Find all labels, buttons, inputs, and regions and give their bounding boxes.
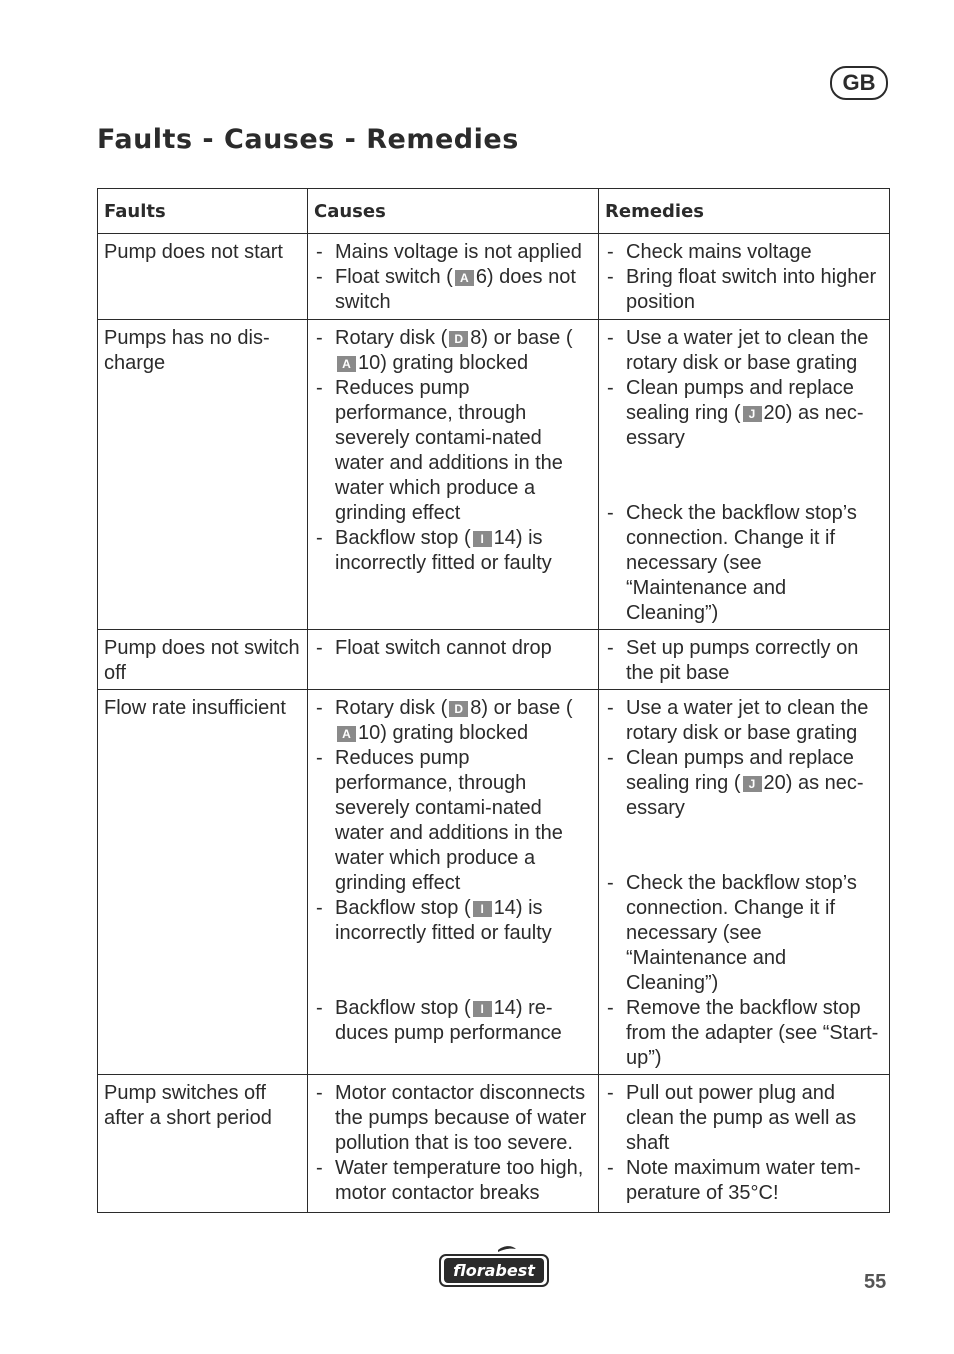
list-item-text: Bring float switch into higher position [626,266,877,313]
table-row [98,234,890,320]
list-item-text: Pull out power plug and clean the pump as well as shaft [626,1082,857,1154]
list-item-text: 20) as nec-essary [626,402,864,449]
list-item [314,326,592,376]
page-number: 55 [864,1271,887,1293]
cause-cell [308,234,599,320]
list-item-text: 8) or base ( [470,697,573,719]
list-item-text: Clean pumps and replace sealing ring ( [626,747,854,794]
remedy-list [605,1081,883,1206]
list-item-text: Set up pumps correctly on the pit base [626,637,859,684]
figure-reference-label: I [473,531,492,547]
list-item [314,896,592,946]
list-item [314,1156,592,1206]
list-item-text: Check the backflow stop’s connection. Change it if necessary (see “Maintenance and Cleaning”) [626,872,857,994]
list-item-text: Use a water jet to clean the rotary disk or base grating [626,327,869,374]
list-item [605,240,883,265]
cause-cell [308,630,599,690]
figure-reference-label: A [455,270,474,286]
list-item-text: 10) grating blocked [358,722,529,744]
table-row [98,320,890,630]
fault-cell: Pump does not switch off [98,630,308,690]
remedy-list [605,696,883,1071]
list-item [605,1156,883,1206]
list-item-text: 14) is incorrectly fitted or faulty [335,527,552,574]
list-item [314,696,592,746]
remedy-list [605,636,883,686]
florabest-logo [438,1244,550,1288]
cause-list [314,240,592,315]
list-item-text: Backflow stop ( [335,997,471,1019]
column-header-remedies: Remedies [599,189,890,234]
list-item-text: Check mains voltage [626,241,812,263]
faults-table [97,188,890,1213]
list-item [314,376,592,526]
list-item [314,746,592,896]
list-item [314,1081,592,1156]
list-item-text: Motor contactor disconnects the pumps because of water pollution that is too severe. [335,1082,587,1154]
list-item-text: Reduces pump performance, through severely contami-nated water and additions in the water which produce a grinding effect [335,377,563,524]
list-item-text: Water temperature too high, motor contactor breaks [335,1157,584,1204]
list-item [314,996,592,1046]
list-item-text: Float switch cannot drop [335,637,552,659]
remedy-list [605,240,883,315]
figure-reference-label: I [473,1001,492,1017]
list-item-text: Mains voltage is not applied [335,241,582,263]
list-item-text: 10) grating blocked [358,352,529,374]
cause-cell [308,320,599,630]
cause-cell [308,1075,599,1213]
list-item-text: 6) does not switch [335,266,576,313]
cause-list [314,1081,592,1206]
list-spacer [314,946,592,996]
remedy-cell [599,630,890,690]
remedy-cell [599,690,890,1075]
list-item [605,696,883,746]
list-item-text: Remove the backflow stop from the adapter (see “Start-up”) [626,997,879,1069]
list-item [605,636,883,686]
figure-reference-label: A [337,726,356,742]
list-item [605,996,883,1071]
figure-reference-label: I [473,901,492,917]
fault-cell: Pump switches off after a short period [98,1075,308,1213]
list-spacer [605,821,883,871]
list-item-text: 20) as nec-essary [626,772,864,819]
column-header-causes: Causes [308,189,599,234]
list-item [314,240,592,265]
cause-list [314,636,592,661]
column-header-faults: Faults [98,189,308,234]
table-row [98,690,890,1075]
figure-reference-label: D [449,701,468,717]
fault-cell: Flow rate insufficient [98,690,308,1075]
remedy-cell [599,320,890,630]
list-item-text: Note maximum water tem-perature of 35°C! [626,1157,861,1204]
table-row [98,630,890,690]
list-item-text: Reduces pump performance, through severely contami-nated water and additions in the water which produce a grinding effect [335,747,563,894]
list-item [314,636,592,661]
brand-name: florabest [453,1261,535,1280]
list-item-text: Float switch ( [335,266,453,288]
page-title: Faults - Causes - Remedies [97,124,519,155]
list-item-text: Use a water jet to clean the rotary disk or base grating [626,697,869,744]
list-item [314,265,592,315]
list-item [605,265,883,315]
figure-reference-label: J [743,776,762,792]
list-spacer [605,451,883,501]
table-row [98,1075,890,1213]
list-item [605,871,883,996]
figure-reference-label: D [449,331,468,347]
list-item [605,501,883,626]
figure-reference-label: J [743,406,762,422]
list-item-text: Backflow stop ( [335,527,471,549]
figure-reference-label: A [337,356,356,372]
list-item [314,526,592,576]
list-item-text: 8) or base ( [470,327,573,349]
list-item-text: 14) is incorrectly fitted or faulty [335,897,552,944]
list-item-text: Clean pumps and replace sealing ring ( [626,377,854,424]
language-badge: GB [830,66,888,100]
remedy-list [605,326,883,626]
fault-cell: Pump does not start [98,234,308,320]
list-item [605,1081,883,1156]
cause-list [314,326,592,576]
list-item-text: Rotary disk ( [335,697,448,719]
remedy-cell [599,1075,890,1213]
list-item-text: 14) re-duces pump performance [335,997,562,1044]
list-item-text: Rotary disk ( [335,327,448,349]
remedy-cell [599,234,890,320]
list-item-text: Check the backflow stop’s connection. Change it if necessary (see “Maintenance and Cleaning”) [626,502,857,624]
list-item [605,746,883,821]
list-item-text: Backflow stop ( [335,897,471,919]
cause-list [314,696,592,1046]
list-item [605,376,883,451]
cause-cell [308,690,599,1075]
fault-cell: Pumps has no dis-charge [98,320,308,630]
list-item [605,326,883,376]
table-header-row [98,189,890,234]
